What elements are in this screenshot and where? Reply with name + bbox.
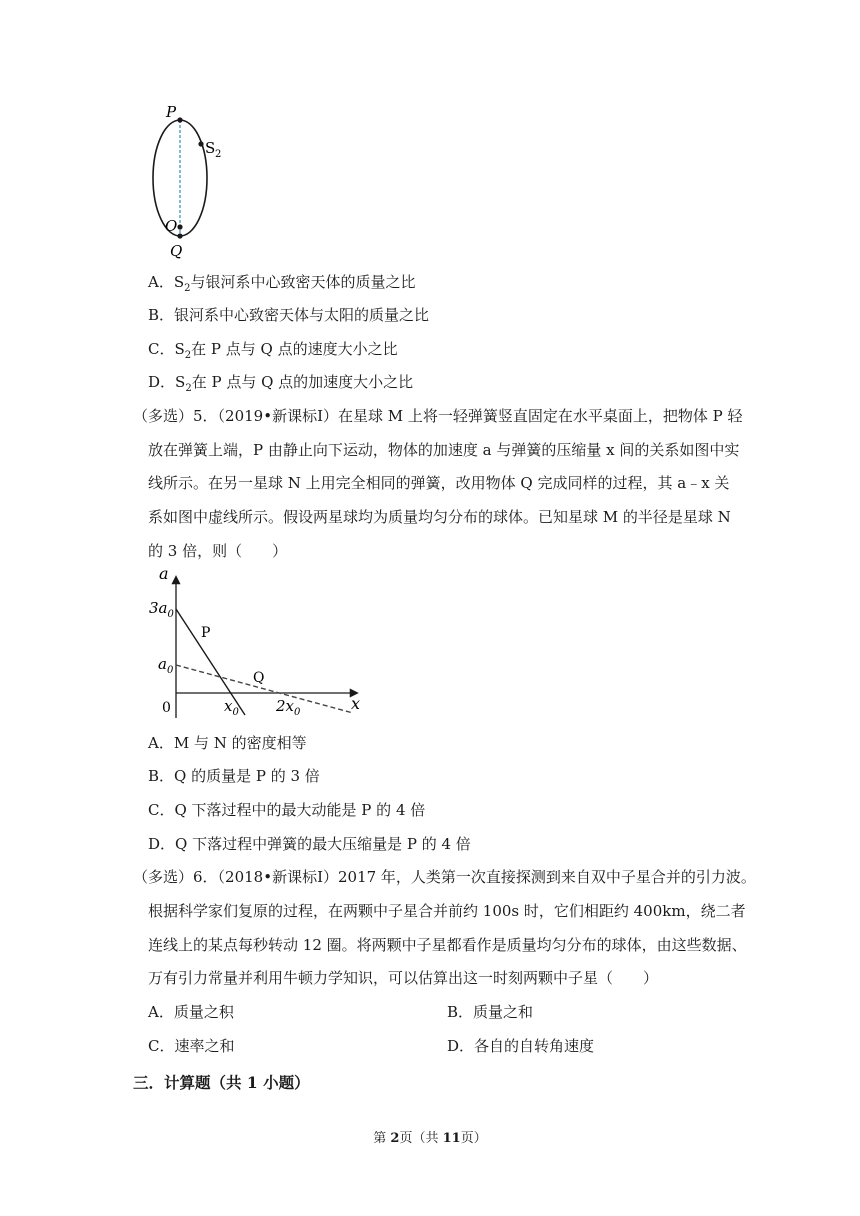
q5-option-b: B．Q 的质量是 P 的 3 倍 [148,767,320,785]
q5-stem-line-4: 系如图中虚线所示。假设两星球均为质量均匀分布的球体。已知星球 M 的半径是星球 N [148,508,731,526]
y-tick-a0: $a_0$ [158,655,174,676]
x-tick-2x0: $2x_0$ [276,697,301,718]
q5-stem-line-1: （多选）5．（2019•新课标Ⅰ）在星球 M 上将一轻弹簧竖直固定在水平桌面上，把物体 P 轻 [133,407,743,425]
q6-option-d: D．各自的自转角速度 [447,1037,595,1055]
label-P: P [166,103,177,121]
point-S2 [198,141,203,146]
section-title: 三．计算题（共 1 小题） [133,1073,310,1092]
page-total: 11 [442,1131,461,1146]
y-axis-label: a [159,565,169,583]
point-P [177,117,182,122]
q6-stem-line-1: （多选）6．（2018•新课标Ⅰ）2017 年，人类第一次直接探测到来自双中子星合并的引力波。 [133,868,756,886]
q6-stem-line-2: 根据科学家们复原的过程，在两颗中子星合并前约 100s 时，它们相距约 400km，绕二者 [148,902,746,920]
q5-stem-line-2: 放在弹簧上端，P 由静止向下运动，物体的加速度 a 与弹簧的压缩量 x 间的关系如图中实 [148,441,740,459]
q6-stem-line-3: 连线上的某点每秒转动 12 圈。将两颗中子星都看作是质量均匀分布的球体，由这些数据、 [148,936,747,954]
y-tick-3a0: $3a_0$ [149,599,174,620]
origin-label: 0 [162,700,171,716]
orbit-figure [140,100,240,260]
line-Q [176,665,353,713]
q6-stem-line-4: 万有引力常量并利用牛顿力学知识，可以估算出这一时刻两颗中子星（ ） [148,969,659,987]
q6-option-b: B．质量之和 [447,1003,534,1021]
x-tick-x0: $x_0$ [224,697,239,718]
label-line-Q: Q [253,670,265,686]
label-Q: Q [170,242,183,260]
label-O: O [165,217,178,235]
label-S: S [205,139,216,157]
q5-option-c: C．Q 下落过程中的最大动能是 P 的 4 倍 [148,801,426,819]
point-Q [177,233,182,238]
q5-stem-line-3: 线所示。在另一星球 N 上用完全相同的弹簧，改用物体 Q 完成同样的过程，其 a﹣x 关 [148,474,730,492]
q4-option-d: D．$S_2$在 P 点与 Q 点的加速度大小之比 [148,373,414,394]
label-S-sub: 2 [215,149,222,160]
q5-stem-line-5: 的 3 倍，则（ ） [148,542,288,560]
x-axis-label: x [351,694,361,713]
q5-option-a: A．M 与 N 的密度相等 [148,734,307,752]
q4-option-b: B．银河系中心致密天体与太阳的质量之比 [148,306,430,324]
point-O [177,224,182,229]
q5-option-d: D．Q 下落过程中弹簧的最大压缩量是 P 的 4 倍 [148,835,471,853]
q5-graph [145,565,370,725]
page-number: 2 [390,1131,400,1146]
q4-option-a: A．$S_2$与银河系中心致密天体的质量之比 [148,273,416,294]
q6-option-a: A．质量之积 [148,1003,234,1021]
page-footer: 第 2页（共 11页） [373,1131,487,1146]
label-line-P: P [201,625,211,641]
q4-option-c: C．$S_2$在 P 点与 Q 点的速度大小之比 [148,340,398,361]
q6-option-c: C．速率之和 [148,1037,235,1055]
line-P [176,609,245,715]
